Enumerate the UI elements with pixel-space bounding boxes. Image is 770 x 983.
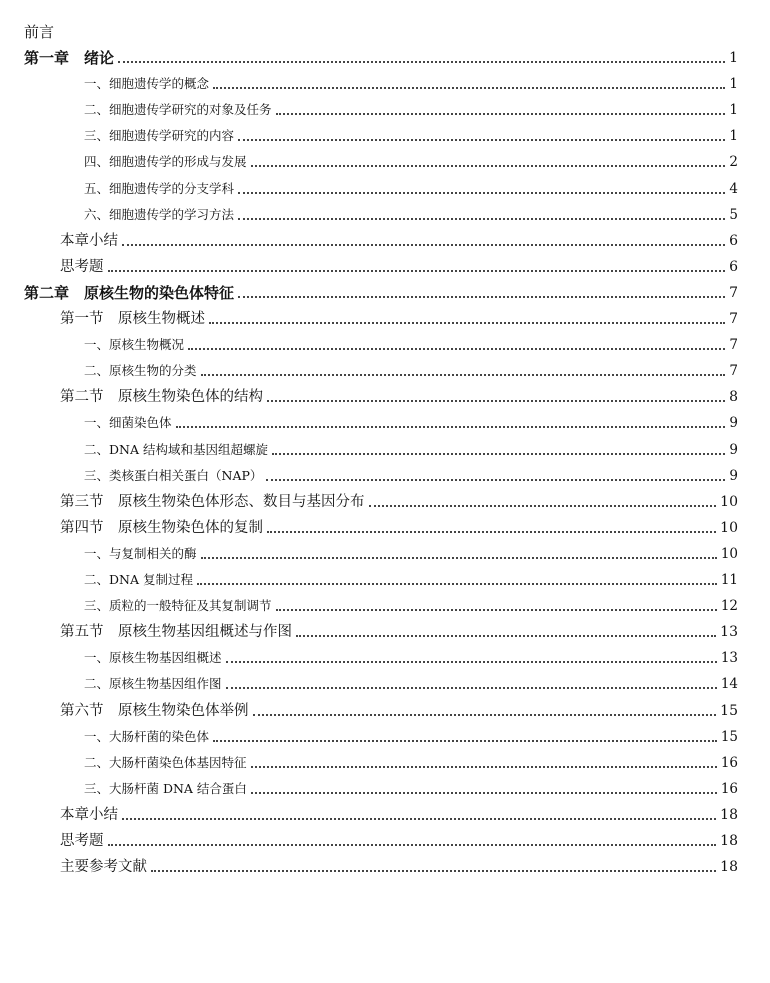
toc-page-number: 16 [720,781,738,797]
toc-entry-title: 三、类核蛋白相关蛋白（NAP） [84,468,263,483]
toc-page-number: 8 [729,389,738,405]
toc-page-number: 7 [729,311,738,327]
toc-subsection-entry [84,98,738,120]
toc-subsection-entry [84,568,738,590]
toc-dot-leader [122,818,716,820]
toc-dot-leader [238,192,725,194]
toc-subsection-entry [84,438,738,460]
toc-section-entry [60,490,738,512]
toc-page-number: 7 [729,337,738,353]
toc-subsection-entry [84,72,738,94]
toc-section-entry [60,829,738,851]
toc-section-entry [60,699,738,721]
toc-dot-leader [276,609,717,611]
toc-dot-leader [188,348,725,350]
toc-dot-leader [369,505,717,507]
toc-subsection-entry [84,672,738,694]
toc-entry-title: 五、细胞遗传学的分支学科 [84,181,235,196]
toc-dot-leader [213,87,725,89]
toc-page-number: 9 [729,415,738,431]
toc-dot-leader [238,296,725,298]
toc-entry-title: 第二节 原核生物染色体的结构 [60,389,263,405]
toc-page-number: 10 [720,546,738,562]
toc-dot-leader [253,714,717,716]
toc-dot-leader [296,635,716,637]
toc-page-number: 16 [720,755,738,771]
toc-entry-title: 本章小结 [60,807,118,823]
toc-dot-leader [151,870,716,872]
toc-dot-leader [201,557,717,559]
toc-dot-leader [251,792,717,794]
toc-entry-title: 思考题 [60,259,104,275]
toc-dot-leader [238,218,725,220]
toc-dot-leader [251,766,717,768]
toc-subsection-entry [84,203,738,225]
toc-subsection-entry [84,359,738,381]
toc-page-number: 10 [720,494,738,510]
toc-subsection-entry [84,725,738,747]
toc-entry-title: 一、细胞遗传学的概念 [84,76,210,91]
toc-chapter-entry [24,281,738,303]
toc-subsection-entry [84,150,738,172]
toc-subsection-entry [84,464,738,486]
toc-section-entry [60,855,738,877]
toc-page-number: 9 [729,468,738,484]
toc-entry-title: 一、细菌染色体 [84,415,172,430]
toc-subsection-entry [84,542,738,564]
toc-entry-title: 二、细胞遗传学研究的对象及任务 [84,102,272,117]
toc-entry-title: 第六节 原核生物染色体举例 [60,703,249,719]
toc-page-number: 10 [720,520,738,536]
toc-section-entry [60,803,738,825]
toc-dot-leader [272,453,725,455]
toc-page-number: 18 [720,807,738,823]
toc-entry-title: 本章小结 [60,233,118,249]
toc-entry-title: 一、原核生物概况 [84,337,185,352]
toc-page-number: 13 [720,650,738,666]
toc-entry-title: 三、质粒的一般特征及其复制调节 [84,598,272,613]
toc-page-number: 14 [720,676,738,692]
toc-section-entry [60,516,738,538]
toc-page-number: 9 [729,442,738,458]
toc-dot-leader [118,61,725,63]
toc-entry-title: 第三节 原核生物染色体形态、数目与基因分布 [60,494,365,510]
toc-page-number: 18 [720,859,738,875]
toc-dot-leader [238,139,725,141]
toc-entry-title: 二、大肠杆菌染色体基因特征 [84,755,247,770]
toc-dot-leader [122,244,725,246]
toc-entry-title: 二、原核生物的分类 [84,363,197,378]
toc-section-entry [60,307,738,329]
toc-page-number: 2 [729,154,738,170]
toc-dot-leader [197,583,717,585]
toc-subsection-entry [84,411,738,433]
toc-dot-leader [267,531,716,533]
toc-entry-title: 主要参考文献 [60,859,147,875]
toc-page-number: 7 [729,363,738,379]
preface-title: 前言 [24,23,55,41]
toc-page-number: 15 [720,703,738,719]
toc-section-entry [60,255,738,277]
toc-entry-title: 二、原核生物基因组作图 [84,676,222,691]
toc-page-number: 12 [720,598,738,614]
toc-dot-leader [226,661,717,663]
toc-dot-leader [176,426,726,428]
toc-entry-title: 一、原核生物基因组概述 [84,650,222,665]
toc-dot-leader [226,687,717,689]
toc-entry-title: 一、与复制相关的酶 [84,546,197,561]
toc-section-entry [60,620,738,642]
toc-page-number: 1 [729,50,738,66]
toc-entry-title: 第一节 原核生物概述 [60,311,205,327]
toc-section-entry [60,385,738,407]
toc-dot-leader [201,374,726,376]
toc-entry-title: 一、大肠杆菌的染色体 [84,729,210,744]
toc-entry-title: 六、细胞遗传学的学习方法 [84,207,235,222]
toc-page-number: 1 [729,128,738,144]
toc-subsection-entry [84,333,738,355]
toc-entry-title: 二、DNA 结构域和基因组超螺旋 [84,442,268,457]
toc-entry-title: 第二章 原核生物的染色体特征 [24,284,235,302]
toc-subsection-entry [84,777,738,799]
toc-section-entry [60,229,738,251]
toc-page-number: 15 [720,729,738,745]
toc-dot-leader [213,740,717,742]
toc-entry-title: 三、大肠杆菌 DNA 结合蛋白 [84,781,247,796]
toc-entry-title: 四、细胞遗传学的形成与发展 [84,154,247,169]
toc-page-number: 4 [729,181,738,197]
toc-dot-leader [209,322,725,324]
toc-dot-leader [108,844,717,846]
toc-dot-leader [108,270,726,272]
toc-entry-title: 思考题 [60,833,104,849]
toc-subsection-entry [84,124,738,146]
toc-page-number: 13 [720,624,738,640]
toc-page-number: 1 [729,102,738,118]
toc-page-number: 7 [729,285,738,301]
toc-chapter-entry [24,46,738,68]
toc-page-number: 18 [720,833,738,849]
toc-page-number: 5 [729,207,738,223]
toc-page-number: 11 [720,572,738,588]
toc-page-number: 1 [729,76,738,92]
toc-page-number: 6 [729,233,738,249]
toc-subsection-entry [84,594,738,616]
toc-dot-leader [276,113,726,115]
toc-subsection-entry [84,177,738,199]
toc-page-number: 6 [729,259,738,275]
toc-dot-leader [266,479,725,481]
toc-dot-leader [267,400,725,402]
toc-subsection-entry [84,646,738,668]
toc-dot-leader [251,165,726,167]
toc-entry-title: 第五节 原核生物基因组概述与作图 [60,624,292,640]
toc-entry-title: 三、细胞遗传学研究的内容 [84,128,235,143]
preface-heading [24,20,54,42]
toc-entry-title: 第一章 绪论 [24,49,115,67]
toc-entry-title: 二、DNA 复制过程 [84,572,193,587]
toc-entry-title: 第四节 原核生物染色体的复制 [60,520,263,536]
toc-subsection-entry [84,751,738,773]
